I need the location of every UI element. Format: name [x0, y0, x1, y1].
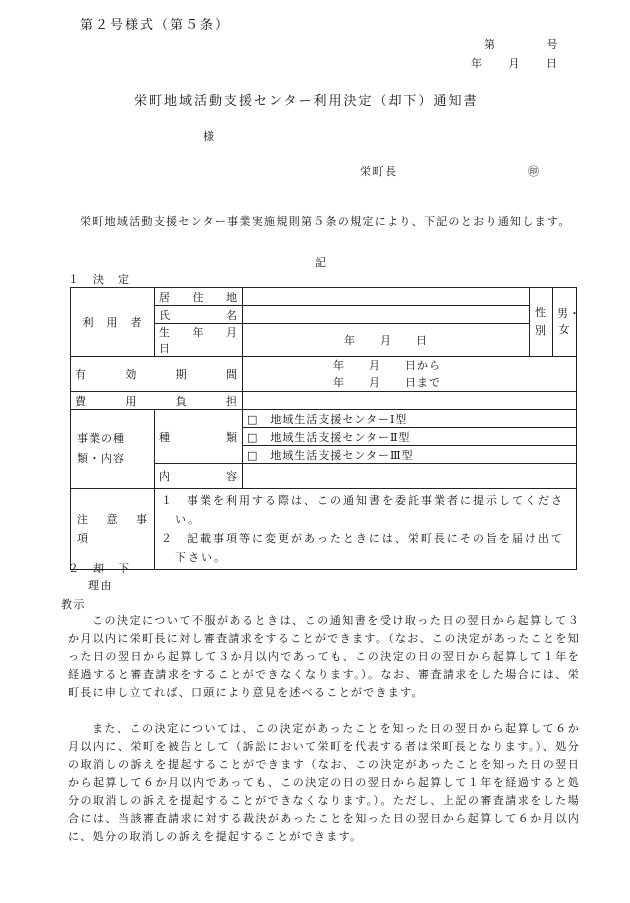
name-label: 氏 名	[155, 306, 243, 324]
type-group-label-text: 事業の種類・内容	[77, 432, 125, 465]
sex-value: 男・女	[553, 288, 577, 357]
period-to: 年 月 日まで	[333, 376, 441, 389]
instruction-paragraph-1: この決定について不服があるときは、この通知書を受け取った日の翌日から起算して３か月以内に栄町長に対し審査請求をすることができます。（なお、この決定があったことを知った日の翌日から起算して３か月以内であっても、この決定の日の翌日から起算して１年を経過すると審査請求をすることができなくなります。）。なお、審査請求をした場合には、栄町長に申し立てれば、口頭により意見を述べることができます。	[68, 614, 580, 699]
section-rejection: ２ 却 下	[68, 562, 131, 575]
sex-label: 性別	[530, 288, 553, 357]
type-option-1[interactable]: □ 地域生活支援センターⅠ型	[243, 410, 577, 428]
page-title: 栄町地域活動支援センター利用決定（却下）通知書	[134, 94, 479, 109]
document-number: 第 号	[484, 38, 559, 51]
note-2: ２ 記載事項等に変更があったときには、栄町長にその旨を届け出て下さい。	[161, 532, 564, 564]
issue-date: 年 月 日	[471, 57, 559, 70]
dob-value: 年 月 日	[243, 324, 530, 357]
notes-label: 注 意 事 項	[71, 489, 155, 570]
content-label: 内 容	[155, 464, 243, 489]
notes-cell	[155, 489, 577, 570]
period-from: 年 月 日から	[333, 359, 441, 372]
address-value	[243, 288, 530, 306]
instruction-paragraph-2: また、この決定については、この決定があったことを知った日の翌日から起算して６か月以内に、栄町を被告として（訴訟において栄町を代表する者は栄町長となります。）、処分の取消しの訴えを提起することができます（なお、この決定があったことを知った日の翌日から起算して６か月以内であっても、この決定の日の翌日から起算して１年を経過すると処分の取消しの訴えを提起することができなくなります。）。ただし、上記の審査請求をした場合には、当該審査請求に対する裁決があったことを知った日の翌日から起算して６か月以内に、処分の取消しの訴えを提起することができます。	[68, 722, 580, 843]
address-label: 居 住 地	[155, 288, 243, 306]
form-id: 第２号様式（第５条）	[80, 18, 231, 33]
type-group-label	[71, 410, 155, 489]
ki-heading: 記	[315, 256, 328, 269]
seal-mark: ㊞	[528, 165, 541, 178]
issuer: 栄町長	[360, 165, 398, 178]
dob-label: 生 年 月 日	[155, 324, 243, 357]
reason-label: 理由	[88, 579, 113, 592]
period-value	[243, 357, 577, 392]
intro-text: 栄町地域活動支援センター事業実施規則第５条の規定により、下記のとおり通知します。	[80, 215, 571, 228]
period-label: 有 効 期 間	[71, 357, 243, 392]
name-value	[243, 306, 530, 324]
type-label: 種 類	[155, 410, 243, 464]
type-option-2[interactable]: □ 地域生活支援センターⅡ型	[243, 428, 577, 446]
instruction-label: 教示	[61, 598, 86, 611]
cost-value	[243, 392, 577, 410]
cost-label: 費 用 負 担	[71, 392, 243, 410]
type-option-3[interactable]: □ 地域生活支援センターⅢ型	[243, 446, 577, 464]
addressee-suffix: 様	[203, 130, 216, 143]
section-decision: １ 決 定	[68, 273, 131, 286]
decision-table	[70, 287, 581, 570]
user-label: 利 用 者	[71, 288, 155, 357]
note-1: １ 事業を利用する際は、この通知書を委託事業者に提示してください。	[161, 494, 564, 526]
content-value	[243, 464, 577, 489]
